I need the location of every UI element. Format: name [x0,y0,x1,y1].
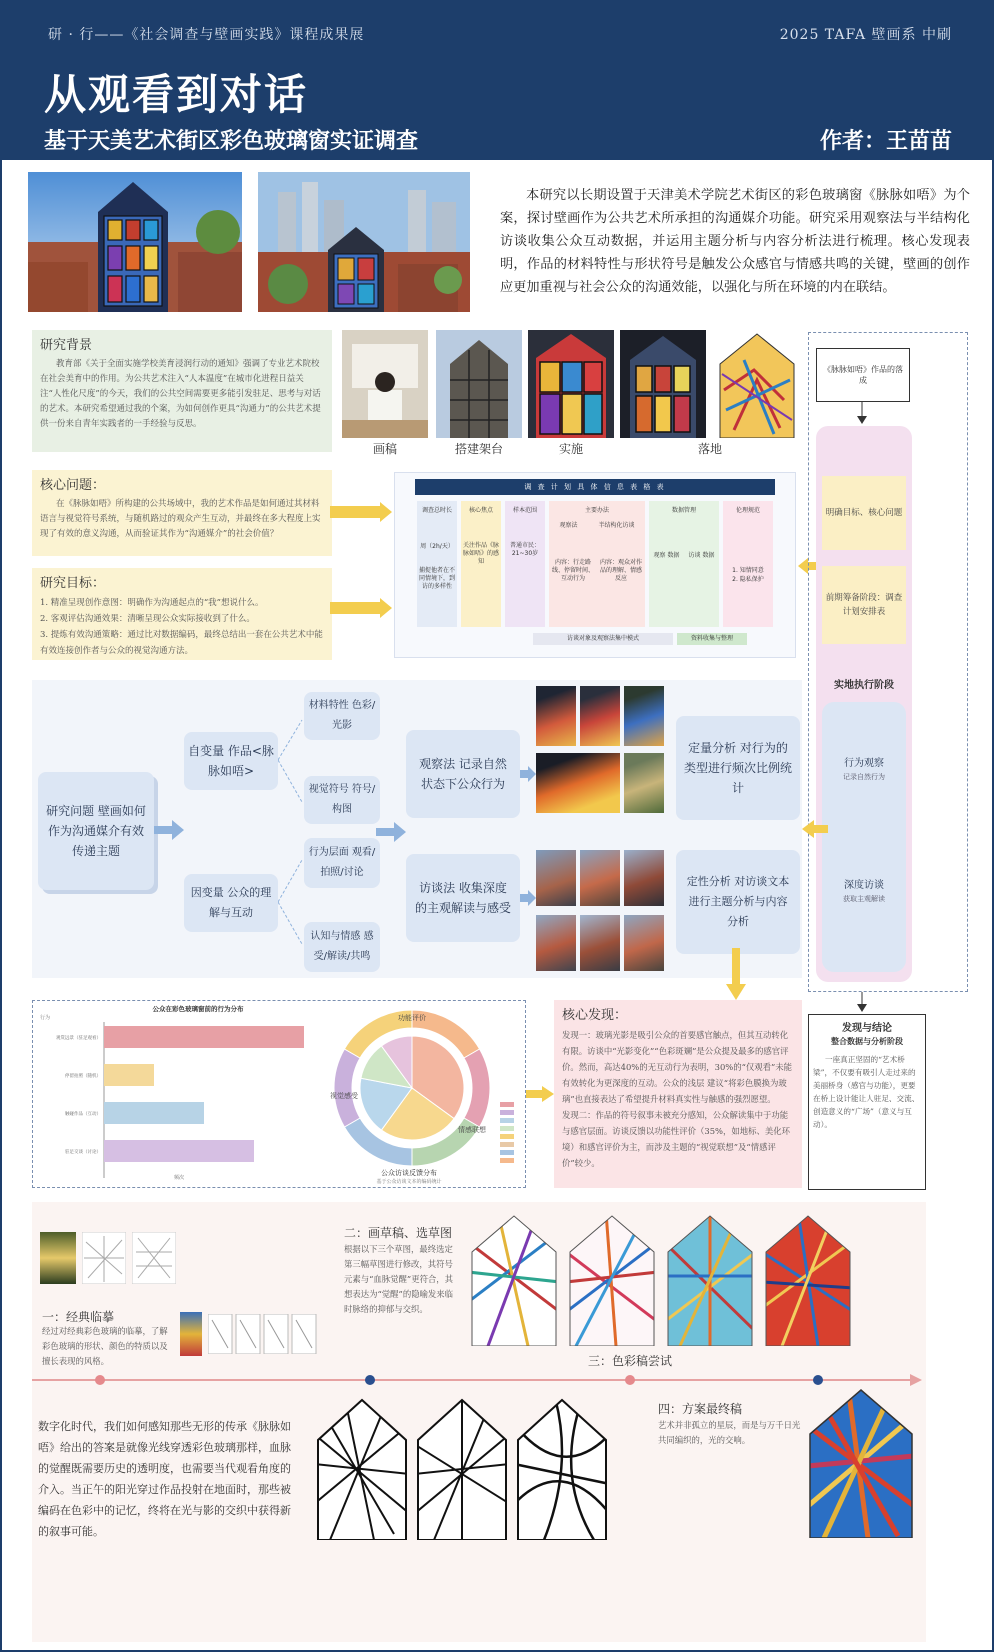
side-stage-field: 实地执行阶段 [834,680,894,691]
plan-col-duration [417,501,457,627]
side-node-observation: 行为观察 [844,758,884,769]
cognition-node: 认知与情感 感受/解读/共鸣 [304,922,380,972]
background-text: 教育部《关于全面实施学校美育浸润行动的通知》强调了专业艺术院校在社会美育中的作用。为公共艺术注入“人本温度”在城市化进程日益关注“人性化尺度”的今天，我们的公共空间需要更多能引发驻足、思考与对话的艺术。本研究希望通过我的个案，为如何创作更具“沟通力”的公共艺术提供一份来自青年实践者的一手经验与反思。 [40,359,321,429]
arrow-to-findings [526,1086,554,1102]
objective-item: 2. 客观评估沟通效果：清晰呈现公众实际接收到了什么。 [40,614,255,624]
caption-install: 实施 [558,442,583,456]
plan-col-head: 伦理规范 [735,507,760,514]
author-label: 作者：王苗苗 [819,129,952,154]
interview-photo [580,850,620,906]
plan-cell: 1. 知情同意 [732,567,764,574]
arrow-right [154,820,184,840]
observation-photo [624,686,664,746]
qualitative-analysis-node: 定性分析 对访谈文本进行主题分析与内容分析 [676,850,800,954]
quantitative-analysis-node: 定量分析 对行为的类型进行频次比例统计 [676,716,800,820]
plan-footer-right: 资料收集与整理 [677,633,747,645]
bar-label: 驻足交谈（讨论） [65,1150,101,1155]
ring-label: 情感联想 [458,1126,486,1134]
copy-study-photo [180,1312,202,1356]
process-photo-install [528,330,614,438]
pie-legend-swatch [500,1134,514,1139]
mind-map-connectors [278,702,306,972]
building-photo-1 [28,172,242,312]
building-photo-2 [258,172,470,312]
arrows-to-plan-table [330,502,394,622]
interview-photo [624,850,664,906]
exhibition-label: 2025 TAFA 壁画系 中刷 [779,27,952,43]
line-sketches [314,1394,616,1540]
copy-sketch-1 [82,1232,126,1284]
plan-footer-left: 访谈对象及观察法集中模式 [533,633,673,645]
color-draft-4 [762,1212,854,1346]
final-design [808,1386,914,1538]
course-label: 研 · 行——《社会调查与壁画实践》课程成果展 [48,27,365,43]
pie-chart [324,1002,524,1188]
interview-photos [536,850,664,976]
copy-study-images [40,1218,180,1288]
plan-cell: 普通市民：21~30岁 [509,542,540,557]
process-photo-scaffold [436,330,522,438]
interview-photo [580,915,620,971]
bar [104,1102,204,1124]
plan-sub-head: 观察法 [559,522,578,529]
stage-1-text: 经过对经典彩色玻璃的临摹，了解彩色玻璃的形状、颜色的特质以及擅长表现的风格。 [42,1326,168,1366]
color-drafts [468,1212,868,1346]
bar [104,1026,304,1048]
arrow-small [520,766,536,782]
observation-photo [624,753,664,813]
ring-segment [334,1049,360,1127]
pie-legend-swatch [500,1118,514,1123]
timeline-dot [813,1375,823,1385]
copy-sketch-2 [132,1232,176,1284]
color-draft-2 [566,1212,658,1346]
arrow-small [520,890,536,906]
bar-chart-legend: 频次 [174,1175,185,1181]
research-question-node: 研究问题 壁画如何作为沟通媒介有效传递主题 [38,772,154,890]
finding-2: 发现二：作品的符号叙事未被充分感知，公众解读集中于功能与感官层面。访谈反馈以功能性评价（35%，如地标、美化环境）和感官评价为主，而涉及主题的“视觉联想”及“情感评价”较少。 [562,1110,790,1168]
pie-legend-swatch [500,1158,514,1163]
stage-2-title: 二：画草稿、选草图 [344,1226,453,1240]
caption-landing: 落地 [697,442,722,456]
plan-cell: 捕捉他者在不同情境下，到访的多样性 [418,567,455,590]
pie-legend-swatch [500,1126,514,1131]
plan-cell: 观察 数据 [653,552,680,559]
side-node-observation-sub: 记录自然行为 [843,773,885,781]
header-banner [2,2,992,160]
side-field-column [822,702,906,972]
core-question-box [32,470,332,556]
independent-variable-node: 自变量 作品<脉脉如唔> [184,732,278,790]
plan-table [394,472,796,658]
plan-cell: 内容：行走路线、停留时间、互动行为 [551,559,594,582]
conclusion-text: 一座真正坚固的“艺术桥梁”，不仅要有吸引人走过来的美丽桥身（感官与功能），更要在桥上设计能让人驻足、交流、创造意义的“广场”（意义与互动）。 [813,1055,920,1129]
plan-col-head: 数据管理 [671,507,696,514]
side-arrow-down [857,992,867,1012]
material-node: 材料特性 色彩/光影 [304,692,380,740]
bar-label: 观赏远景（驻足观看） [56,1036,101,1041]
bar [104,1064,154,1086]
process-photo-draft [342,330,428,438]
plan-table-header-row [417,501,773,627]
plan-cell: 2. 隐私保护 [732,576,764,583]
plan-col-head: 调查总时长 [421,507,452,514]
intro-paragraph: 本研究以长期设置于天津美术学院艺术街区的彩色玻璃窗《脉脉如唔》为个案，探讨壁画作为公共艺术所承担的沟通媒介功能。研究采用观察法与半结构化访谈收集公众互动数据，并运用主题分析与内容分析法进行梳理。核心发现表明，作品的材料特性与形状符号是触发公众感官与情感共鸣的关键，壁画的创作应更加重视与社会公众的沟通效能，以强化与所在环境的内在联结。 [500,188,970,295]
background-title: 研究背景 [40,338,93,353]
page-title: 从观看到对话 [44,70,309,119]
side-node-planning: 前期筹备阶段：调查计划安排表 [822,566,906,644]
process-photo-landing-2 [714,330,800,438]
observation-photos [536,686,664,816]
plan-table-title: 调 查 计 划 具 体 信 息 表 格 表 [415,479,775,495]
core-findings-panel [554,1000,802,1188]
conclusion-subtitle: 整合数据与分析阶段 [831,1037,903,1046]
color-draft-3 [664,1212,756,1346]
findings-title: 核心发现： [562,1008,628,1023]
objective-item: 1. 精准呈现创作意图：明确作为沟通起点的“我”想说什么。 [40,598,264,608]
copy-study-row-2 [180,1302,320,1364]
line-sketch-2 [414,1394,510,1540]
observation-method-node: 观察法 记录自然状态下公众行为 [406,730,520,818]
plan-col-head: 核心焦点 [468,507,493,514]
stage-4-text: 艺术并非孤立的星辰，而是与万千日光共同编织的，光的交响。 [658,1420,801,1445]
copy-sketch-row [208,1314,318,1354]
pie-chart-svg [324,1002,524,1172]
conclusion-box [808,1014,926,1190]
objective-item: 3. 提炼有效沟通策略：通过比对数据编码，最终总结出一套在公共艺术中能有效连接创作者与公众的视觉沟通方法。 [40,630,323,656]
plan-col-data [649,501,719,627]
bar-chart-ylabel: 行为 [40,1015,51,1021]
plan-sub-head: 半结构化访谈 [598,522,635,529]
timeline-dot [365,1375,375,1385]
interview-method-node: 访谈法 收集深度的主观解读与感受 [406,854,520,942]
plan-col-sample [505,501,545,627]
pie-legend-swatch [500,1150,514,1155]
objectives-title: 研究目标： [40,576,106,591]
caption-scaffold: 搭建架台 [454,442,503,456]
pie-chart-subtitle: 基于公众访谈文本的编码统计 [376,1179,442,1185]
interview-photo [536,850,576,906]
bar-label: 触碰作品（互动） [65,1112,101,1117]
plan-cell: 关注作品《脉脉如唔》的感知 [462,542,499,565]
ring-segment [464,1049,490,1127]
observation-photo [536,753,620,813]
pie-legend-swatch [500,1110,514,1115]
side-arrow [857,402,867,424]
stage-3-title: 三：色彩稿尝试 [588,1354,673,1368]
side-node-interview-sub: 获取主观解读 [843,895,885,903]
stage-4-title: 四：方案最终稿 [658,1402,743,1416]
plan-col-head: 样本范围 [512,507,537,514]
objectives-list [40,595,324,659]
visual-symbol-node: 视觉符号 符号/构图 [304,776,380,824]
interview-photo [536,915,576,971]
observation-photo [536,686,576,746]
research-background-box [32,330,332,452]
side-node-goals: 明确目标、核心问题 [822,476,906,550]
color-draft-1 [468,1212,560,1346]
copy-study-photo [40,1232,76,1284]
stage-2-text: 根据以下三个草图，最终选定第三幅草图进行修改，其符号元素与“血脉觉醒”更符合，其想表达为“觉醒”的隐喻发来临时脉络的抑郁与交织。 [344,1244,454,1314]
plan-cell: 内容：观众对作品的理解、情感反应 [599,559,642,582]
arrow-right-2 [376,822,406,842]
conclusion-title: 发现与结论 [842,1023,892,1034]
bar [104,1140,254,1162]
bar-label: 停留拍照（随机） [65,1074,101,1079]
page-subtitle: 基于天美艺术街区彩色玻璃窗实证调查 [44,129,419,154]
side-node-interview: 深度访谈 [844,880,884,891]
pie-legend-swatch [500,1102,514,1107]
finding-1: 发现一：玻璃光影是吸引公众的首要感官触点，但其互动转化有限。访谈中“光影变化”“色彩斑斓”是公众提及最多的感官评价。然而，高达40%的无互动行为表明，30%的“仅观看”未能有效转化为更深度的互动。公众的浅层 建议“将彩色膜换为玻璃”也直接表达了希望提升材料真实性与触感的强烈愿望。 [562,1030,793,1104]
side-node-origin: 《脉脉如唔》作品的落成 [816,348,910,402]
plan-col-ethics [723,501,773,627]
plan-col-head: 主要办法 [584,507,609,514]
line-sketch-3 [514,1394,610,1540]
observation-photo [580,686,620,746]
ring-label: 视觉感受 [330,1092,358,1100]
plan-col-methods [549,501,645,627]
interview-photo [624,915,664,971]
caption-draft: 画稿 [372,442,397,456]
timeline-dot [625,1375,635,1385]
dependent-variable-node: 因变量 公众的理解与互动 [184,874,278,932]
bar-chart [38,1004,318,1184]
line-sketch-1 [314,1394,410,1540]
timeline [32,1372,924,1388]
objectives-box [32,568,332,660]
stage-1-title: 一：经典临摹 [42,1310,115,1324]
ring-label: 功能评价 [398,1014,426,1022]
pie-chart-title: 公众访谈反馈分布 [381,1169,437,1177]
core-question-title: 核心问题： [40,478,106,493]
timeline-dot [95,1375,105,1385]
bar-chart-title: 公众在彩色玻璃窗前的行为分布 [152,1005,244,1013]
bar-chart-svg [38,1014,318,1184]
arrow-down-yellow [726,948,746,1000]
behavior-node: 行为层面 观看/拍照/讨论 [304,838,380,888]
plan-col-focus [461,501,501,627]
plan-cell: 周（2h/天） [420,543,454,550]
closing-paragraph: 数字化时代，我们如何感知那些无形的传承《脉脉如唔》给出的答案是就像光线穿透彩色玻璃那样，血脉的觉醒既需要历史的透明度，也需要当代观看角度的介入。当正午的阳光穿过作品投射在地面时，那些被编码在色彩中的记忆，终将在光与影的交织中获得新的叙事可能。 [38,1420,291,1538]
process-photo-landing-1 [620,330,706,438]
pie-legend-swatch [500,1142,514,1147]
plan-cell: 访谈 数据 [688,552,715,559]
core-question-text: 在《脉脉如唔》所构建的公共场域中，我的艺术作品是如何通过其材料语言与视觉符号系统，与随机路过的观众产生互动，并最终在多大程度上实现了有效的意义沟通，从而验证其作为“沟通媒介”的社会价值？ [40,499,321,539]
arrow-from-side [802,820,828,838]
